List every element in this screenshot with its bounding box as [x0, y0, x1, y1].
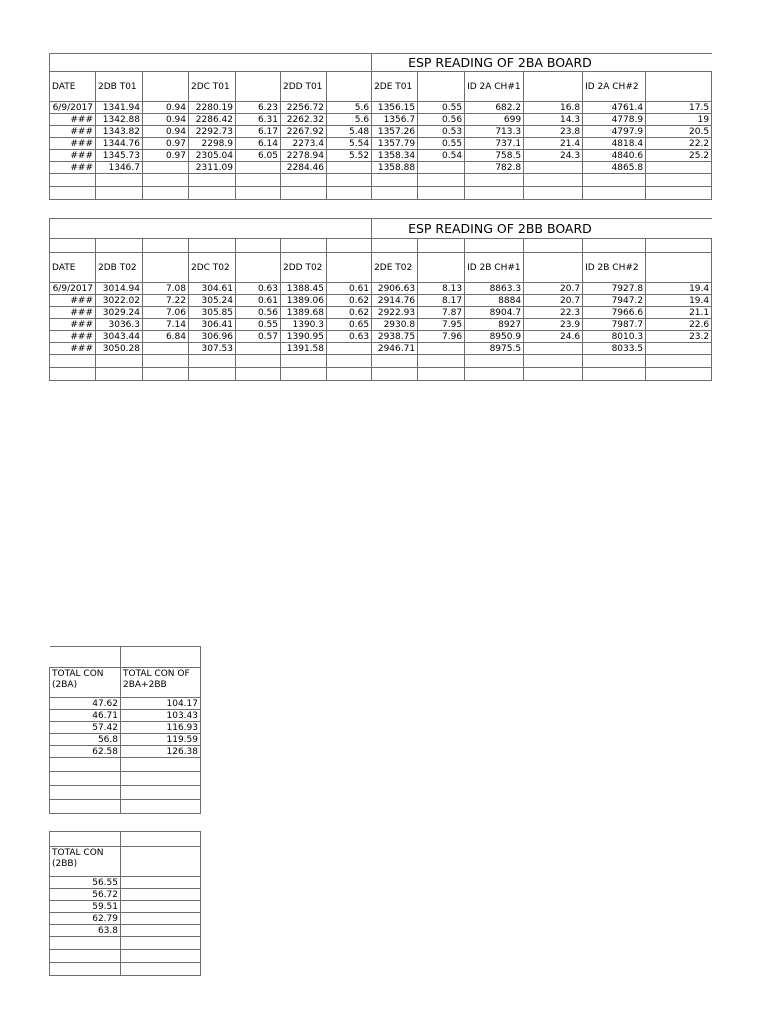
table-row: ### 3022.02 7.22 305.24 0.61 1389.06 0.62 2914.76 8.17 8884 20.7 7947.2 19.4	[50, 295, 712, 307]
table-row: 63.8	[50, 925, 201, 937]
total-con-table	[49, 646, 201, 814]
table-row: ### 1345.73 0.97 2305.04 6.05 2278.94 5.52 1358.34 0.54 758.5 24.3 4840.6 25.2	[50, 150, 712, 162]
table-title: ESP READING OF 2BA BOARD	[372, 54, 712, 72]
table-row: ### 1344.76 0.97 2298.9 6.14 2273.4 5.54 1357.79 0.55 737.1 21.4 4818.4 22.2	[50, 138, 712, 150]
table-row: ### 3029.24 7.06 305.85 0.56 1389.68 0.62 2922.93 7.87 8904.7 22.3 7966.6 21.1	[50, 307, 712, 319]
table-row: 6/9/2017 3014.94 7.08 304.61 0.63 1388.45 0.61 2906.63 8.13 8863.3 20.7 7927.8 19.4	[50, 283, 712, 295]
table-row: 6/9/2017 1341.94 0.94 2280.19 6.23 2256.72 5.6 1356.15 0.55 682.2 16.8 4761.4 17.5	[50, 102, 712, 114]
header-row: TOTAL CON (2BA) TOTAL CON OF 2BA+2BB	[50, 668, 201, 698]
table-row: 62.58 126.38	[50, 746, 201, 758]
table-row: 46.71 103.43	[50, 710, 201, 722]
table-row: 59.51	[50, 901, 201, 913]
table-row: ### 3043.44 6.84 306.96 0.57 1390.95 0.63 2938.75 7.96 8950.9 24.6 8010.3 23.2	[50, 331, 712, 343]
table-row: 62.79	[50, 913, 201, 925]
table-row: 47.62 104.17	[50, 698, 201, 710]
table-row: 56.72	[50, 889, 201, 901]
total-con-2bb-table	[49, 831, 201, 976]
table-row: ### 1343.82 0.94 2292.73 6.17 2267.92 5.48 1357.26 0.53 713.3 23.8 4797.9 20.5	[50, 126, 712, 138]
table-row: ### 1342.88 0.94 2286.42 6.31 2262.32 5.6 1356.7 0.56 699 14.3 4778.9 19	[50, 114, 712, 126]
table-row: 56.55	[50, 877, 201, 889]
header-row: TOTAL CON (2BB)	[50, 847, 201, 877]
header-row: DATE 2DB T02 2DC T02 2DD T02 2DE T02 ID 2B CH#1 ID 2B CH#2	[50, 253, 712, 283]
header-row: DATE 2DB T01 2DC T01 2DD T01 2DE T01 ID 2A CH#1 ID 2A CH#2	[50, 72, 712, 102]
table-title: ESP READING OF 2BB BOARD	[372, 219, 712, 239]
table-row: ### 1346.7 2311.09 2284.46 1358.88 782.8 4865.8	[50, 162, 712, 174]
esp-2ba-table	[49, 53, 712, 200]
table-row: ### 3050.28 307.53 1391.58 2946.71 8975.5 8033.5	[50, 343, 712, 355]
table-row: ### 3036.3 7.14 306.41 0.55 1390.3 0.65 2930.8 7.95 8927 23.9 7987.7 22.6	[50, 319, 712, 331]
table-row: 56.8 119.59	[50, 734, 201, 746]
table-row: 57.42 116.93	[50, 722, 201, 734]
esp-2bb-table	[49, 218, 712, 381]
